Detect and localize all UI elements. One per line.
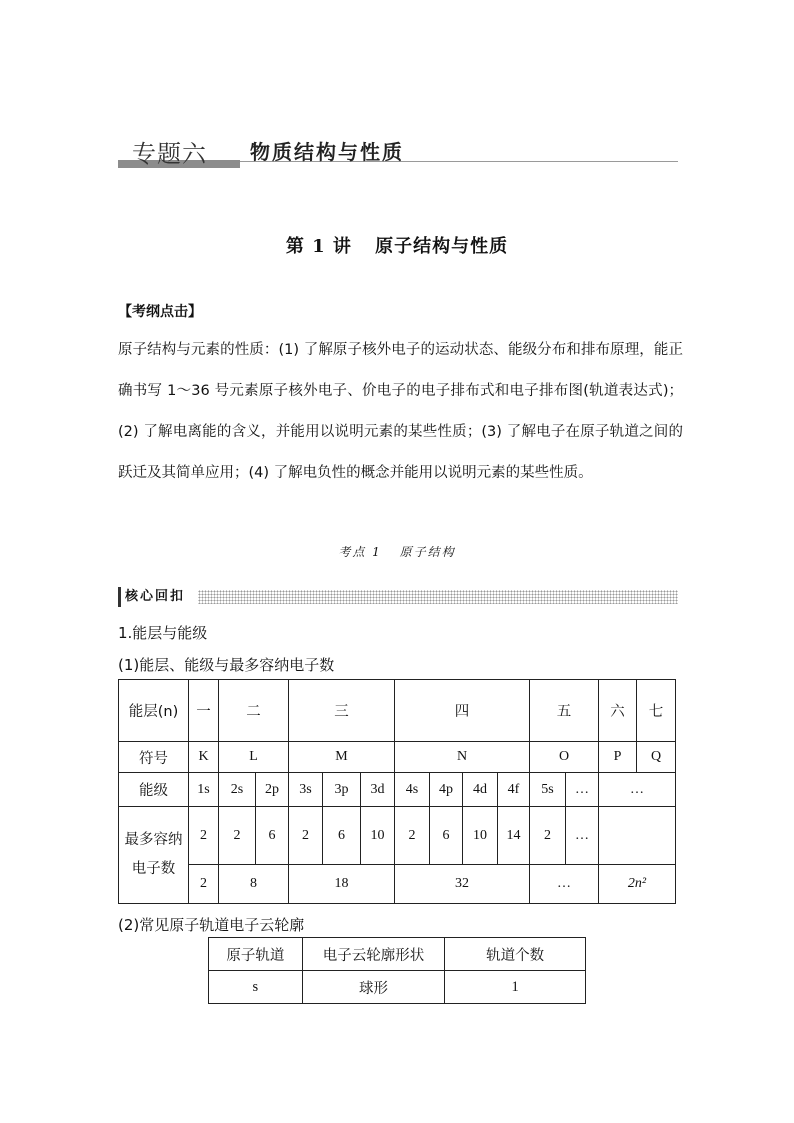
symbol-cell: P [599,742,637,773]
row-label: 最多容纳电子数 [119,807,189,904]
sublevel-cell: … [599,773,676,807]
symbol-cell: Q [637,742,676,773]
sublevel-cell: 3s [289,773,323,807]
count-cell: 2 [189,807,219,865]
layer-cell: 六 [599,680,637,742]
layer-cell: 四 [395,680,530,742]
total-cell: … [530,865,599,904]
lecture-heading [0,232,794,258]
sublevel-cell: 3p [323,773,361,807]
lecture-title: 原子结构与性质 [375,236,509,257]
orbital-header-row [209,938,586,971]
symbol-cell: L [219,742,289,773]
sublevel-cell: 2s [219,773,256,807]
energy-level-table [118,679,676,904]
layer-total-row [119,865,676,904]
count-cell: 2 [219,807,256,865]
count-cell [599,807,676,865]
count-cell: 6 [430,807,463,865]
total-cell: 8 [219,865,289,904]
row-label: 能级 [119,773,189,807]
subsection-heading: (2)常见原子轨道电子云轮廓 [118,916,305,934]
orbital-cell: 球形 [302,971,445,1004]
sublevel-cell: 4p [430,773,463,807]
core-review-bar [118,587,678,607]
dotted-fill [198,590,678,604]
topic-title: 原子结构 [399,545,456,559]
sublevel-cell: … [566,773,599,807]
sublevel-cell: 2p [256,773,289,807]
count-cell: 6 [323,807,361,865]
orbital-row [209,971,586,1004]
count-cell: 14 [498,807,530,865]
syllabus-label: 【考纲点击】 [118,304,202,320]
symbol-cell: O [530,742,599,773]
count-cell: 2 [289,807,323,865]
sublevel-cell: 4d [463,773,498,807]
orbital-cell: 1 [445,971,586,1004]
total-cell: 2n² [599,865,676,904]
orbital-table [208,937,586,1004]
syllabus-text: 原子结构与元素的性质：(1) 了解原子核外电子的运动状态、能级分布和排布原理，能正确书写 1～36 号元素原子核外电子、价电子的电子排布式和电子排布图(轨道表达式)；(2) 了解电离能的含义，并能用以说明元素的某些性质；(3) 了解电子在原子轨道之间的跃迁及其简单应用；(4) 了解电负性的概念并能用以说明元素的某些性质。 [118,342,683,481]
sublevel-cell: 1s [189,773,219,807]
total-cell: 32 [395,865,530,904]
sublevel-cell: 4f [498,773,530,807]
sublevel-count-row [119,807,676,865]
sublevel-cell: 3d [361,773,395,807]
column-header: 原子轨道 [209,938,303,971]
symbol-row [119,742,676,773]
chapter-title: 物质结构与性质 [250,140,404,164]
sublevel-cell: 4s [395,773,430,807]
layer-row [119,680,676,742]
total-cell: 18 [289,865,395,904]
layer-cell: 三 [289,680,395,742]
count-cell: 2 [395,807,430,865]
count-cell: 6 [256,807,289,865]
chapter-banner [118,128,678,172]
count-cell: … [566,807,599,865]
orbital-cell: s [209,971,303,1004]
count-cell: 10 [361,807,395,865]
symbol-cell: M [289,742,395,773]
layer-cell: 二 [219,680,289,742]
symbol-cell: N [395,742,530,773]
symbol-cell: K [189,742,219,773]
layer-cell: 七 [637,680,676,742]
layer-cell: 五 [530,680,599,742]
column-header: 轨道个数 [445,938,586,971]
sublevel-row [119,773,676,807]
row-label: 能层(n) [119,680,189,742]
column-header: 电子云轮廓形状 [302,938,445,971]
subsection-heading: (1)能层、能级与最多容纳电子数 [118,656,335,674]
total-cell: 2 [189,865,219,904]
count-cell: 2 [530,807,566,865]
core-review-label: 核心回扣 [118,587,189,607]
sublevel-cell: 5s [530,773,566,807]
topic-number: 考点 1 [338,545,382,559]
topic-heading [0,543,794,560]
lecture-number: 第 1 讲 [285,236,352,257]
row-label: 符号 [119,742,189,773]
count-cell: 10 [463,807,498,865]
chapter-number: 专题六 [132,140,207,168]
layer-cell: 一 [189,680,219,742]
section-heading: 1.能层与能级 [118,624,208,642]
